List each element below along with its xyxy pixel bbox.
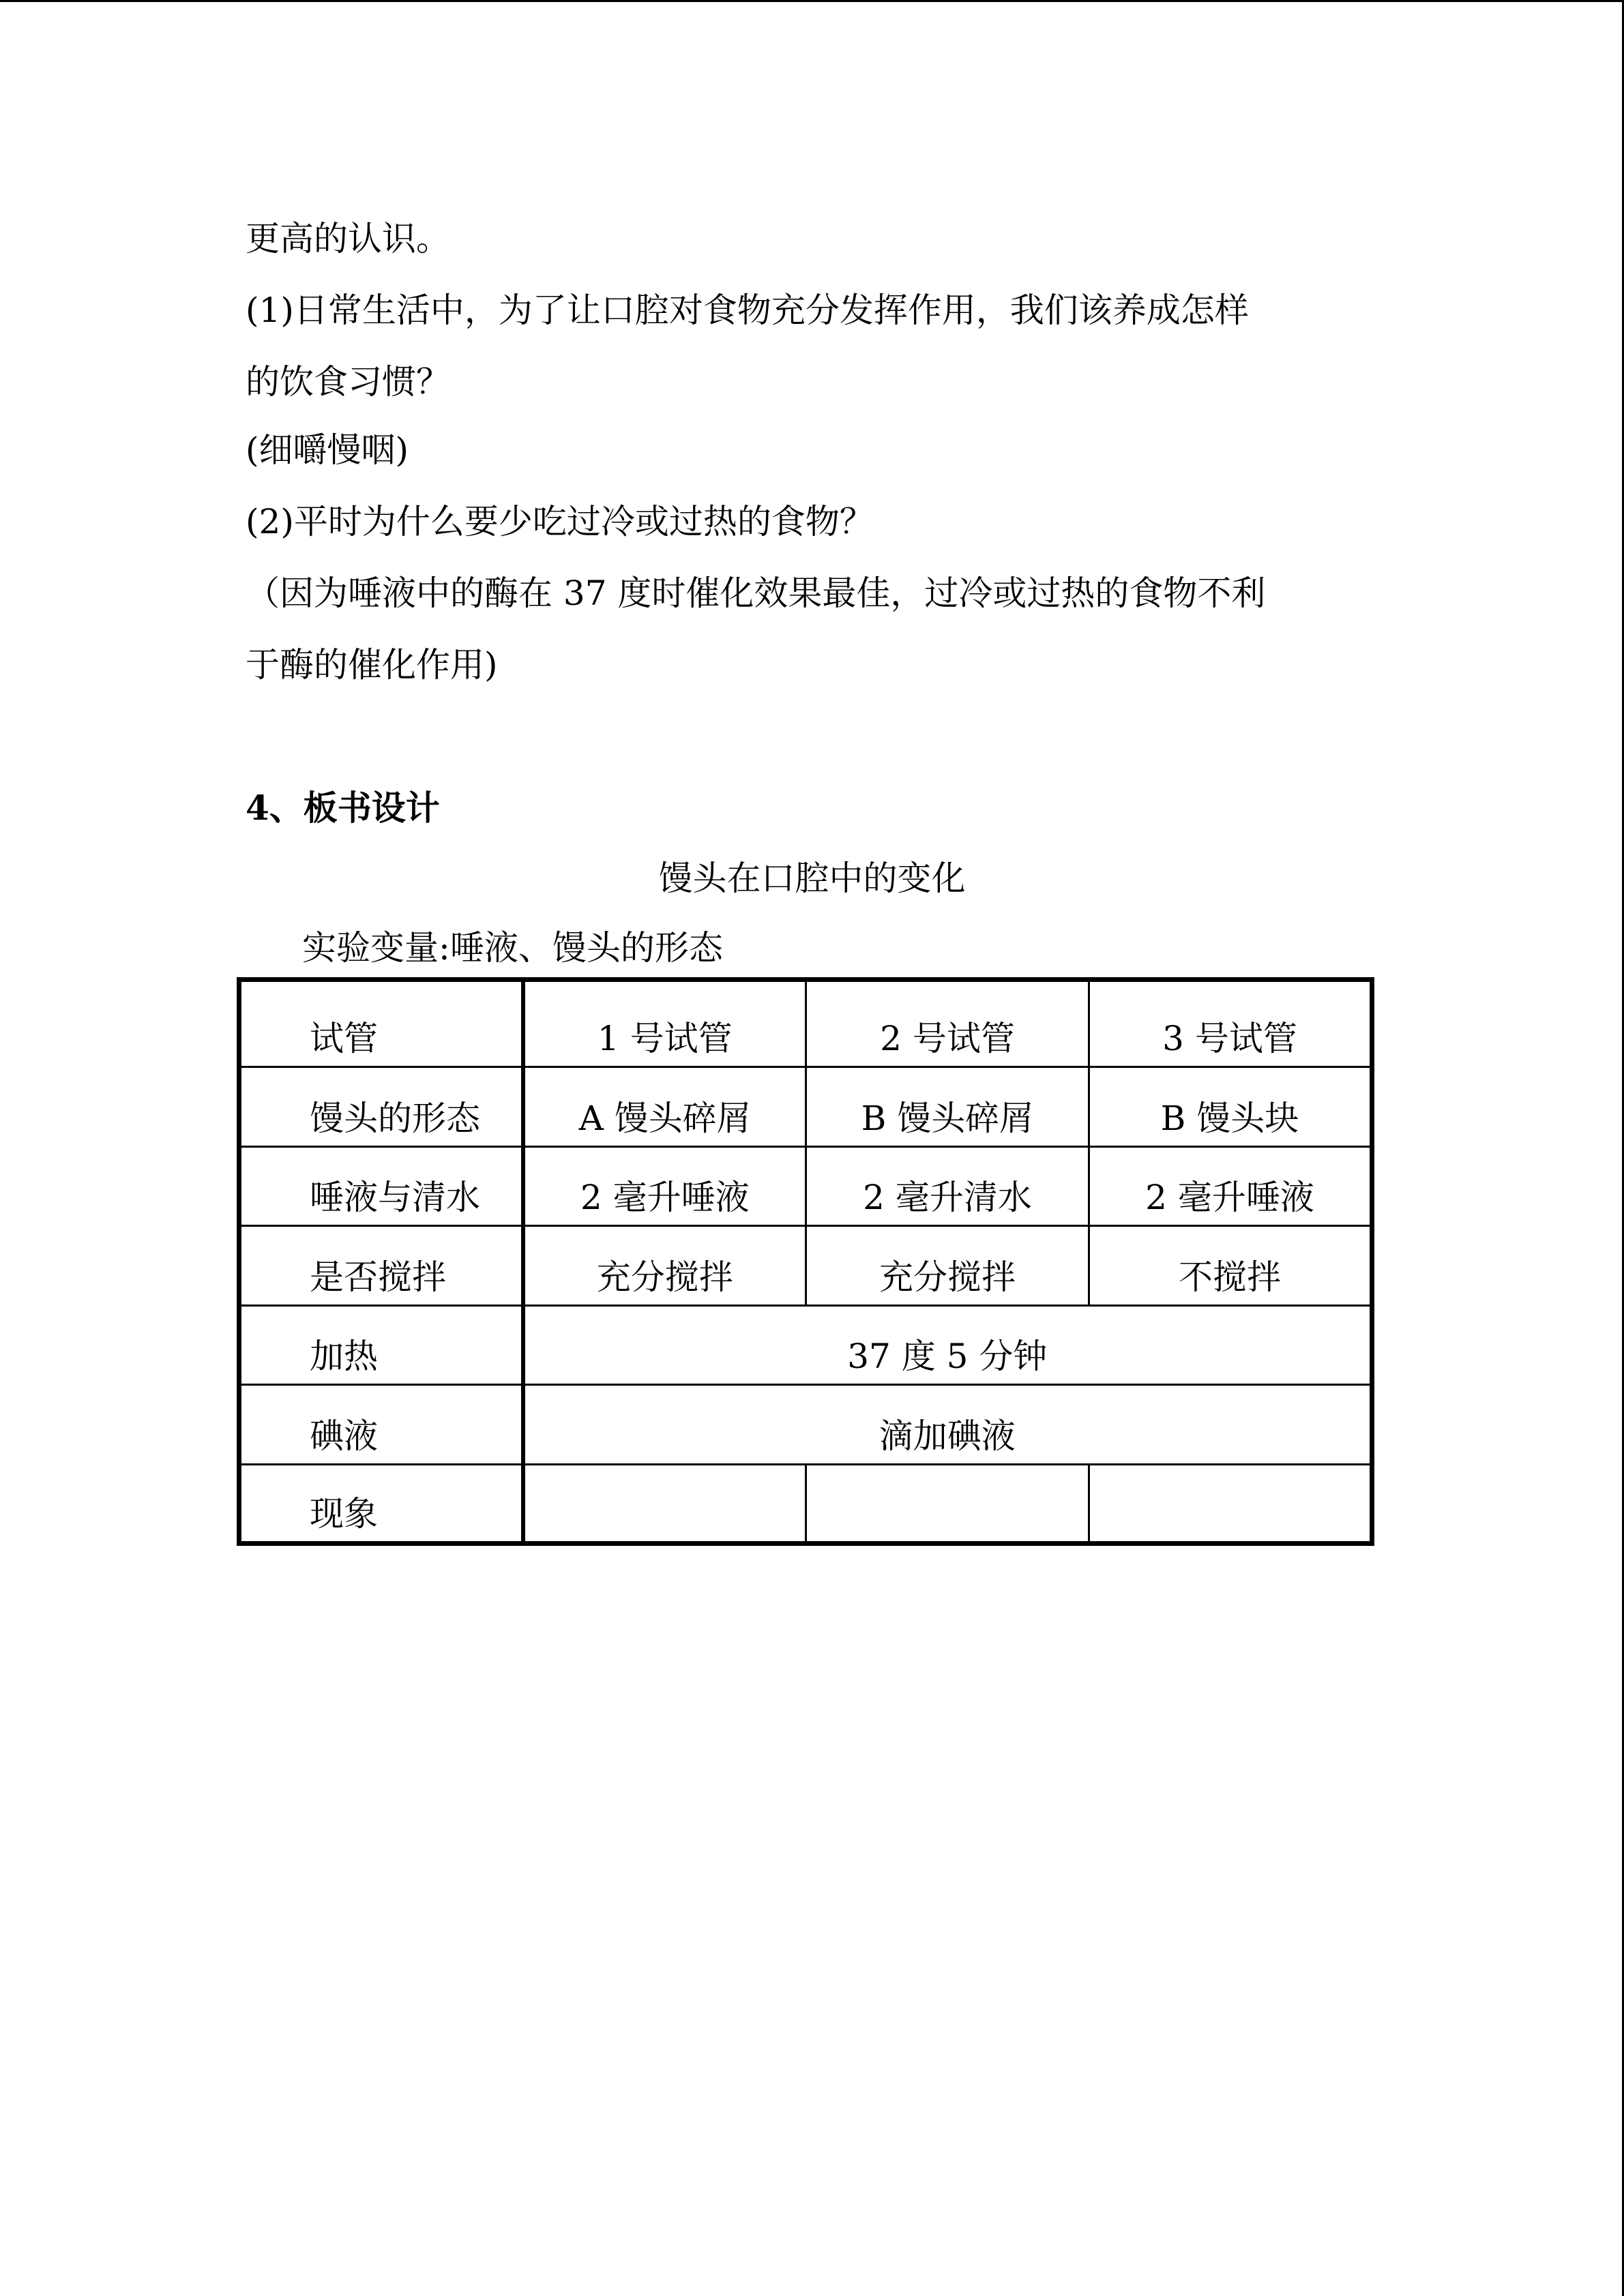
table-cell-merged: 37 度 5 分钟 xyxy=(523,1305,1372,1384)
table-cell: 3 号试管 xyxy=(1089,980,1372,1067)
row-label: 碘液 xyxy=(239,1385,523,1464)
table-cell-merged: 滴加碘液 xyxy=(523,1385,1372,1464)
table-row xyxy=(239,1305,1372,1384)
table-cell: 2 毫升清水 xyxy=(806,1146,1089,1225)
question-1-line-1: (1)日常生活中，为了让口腔对食物充分发挥作用，我们该养成怎样 xyxy=(246,290,1249,330)
table-row xyxy=(239,980,1372,1067)
page-border-top xyxy=(0,0,1624,2)
table-cell: B 馒头块 xyxy=(1089,1067,1372,1146)
row-label: 是否搅拌 xyxy=(239,1226,523,1305)
row-label: 现象 xyxy=(239,1464,523,1543)
table-row xyxy=(239,1146,1372,1225)
table-cell: 2 毫升唾液 xyxy=(523,1146,806,1225)
table-cell: A 馒头碎屑 xyxy=(523,1067,806,1146)
section-heading: 4、板书设计 xyxy=(246,788,440,828)
table-row xyxy=(239,1226,1372,1305)
table-cell: 2 毫升唾液 xyxy=(1089,1146,1372,1225)
row-label: 唾液与清水 xyxy=(239,1146,523,1225)
table-cell: 充分搅拌 xyxy=(806,1226,1089,1305)
table-row xyxy=(239,1067,1372,1146)
table-cell-empty xyxy=(806,1464,1089,1543)
table-cell: 2 号试管 xyxy=(806,980,1089,1067)
row-label: 加热 xyxy=(239,1305,523,1384)
answer-2-line-2: 于酶的催化作用) xyxy=(246,645,498,685)
experiment-table xyxy=(237,977,1374,1546)
table-row xyxy=(239,1385,1372,1464)
table-cell: 1 号试管 xyxy=(523,980,806,1067)
row-label: 馒头的形态 xyxy=(239,1067,523,1146)
experiment-variable-line: 实验变量:唾液、馒头的形态 xyxy=(302,928,723,968)
table-row xyxy=(239,1464,1372,1543)
question-1-line-2: 的饮食习惯？ xyxy=(246,362,450,402)
paragraph-line: 更高的认识。 xyxy=(246,219,450,258)
question-2: (2)平时为什么要少吃过冷或过热的食物？ xyxy=(246,502,874,541)
table-cell-empty xyxy=(523,1464,806,1543)
table-cell: 充分搅拌 xyxy=(523,1226,806,1305)
board-title: 馒头在口腔中的变化 xyxy=(658,859,966,898)
row-label: 试管 xyxy=(239,980,523,1067)
table-cell: B 馒头碎屑 xyxy=(806,1067,1089,1146)
table-cell: 不搅拌 xyxy=(1089,1226,1372,1305)
table-cell-empty xyxy=(1089,1464,1372,1543)
answer-1: (细嚼慢咽) xyxy=(246,430,409,470)
answer-2-line-1: （因为唾液中的酶在 37 度时催化效果最佳，过冷或过热的食物不利 xyxy=(246,573,1266,613)
